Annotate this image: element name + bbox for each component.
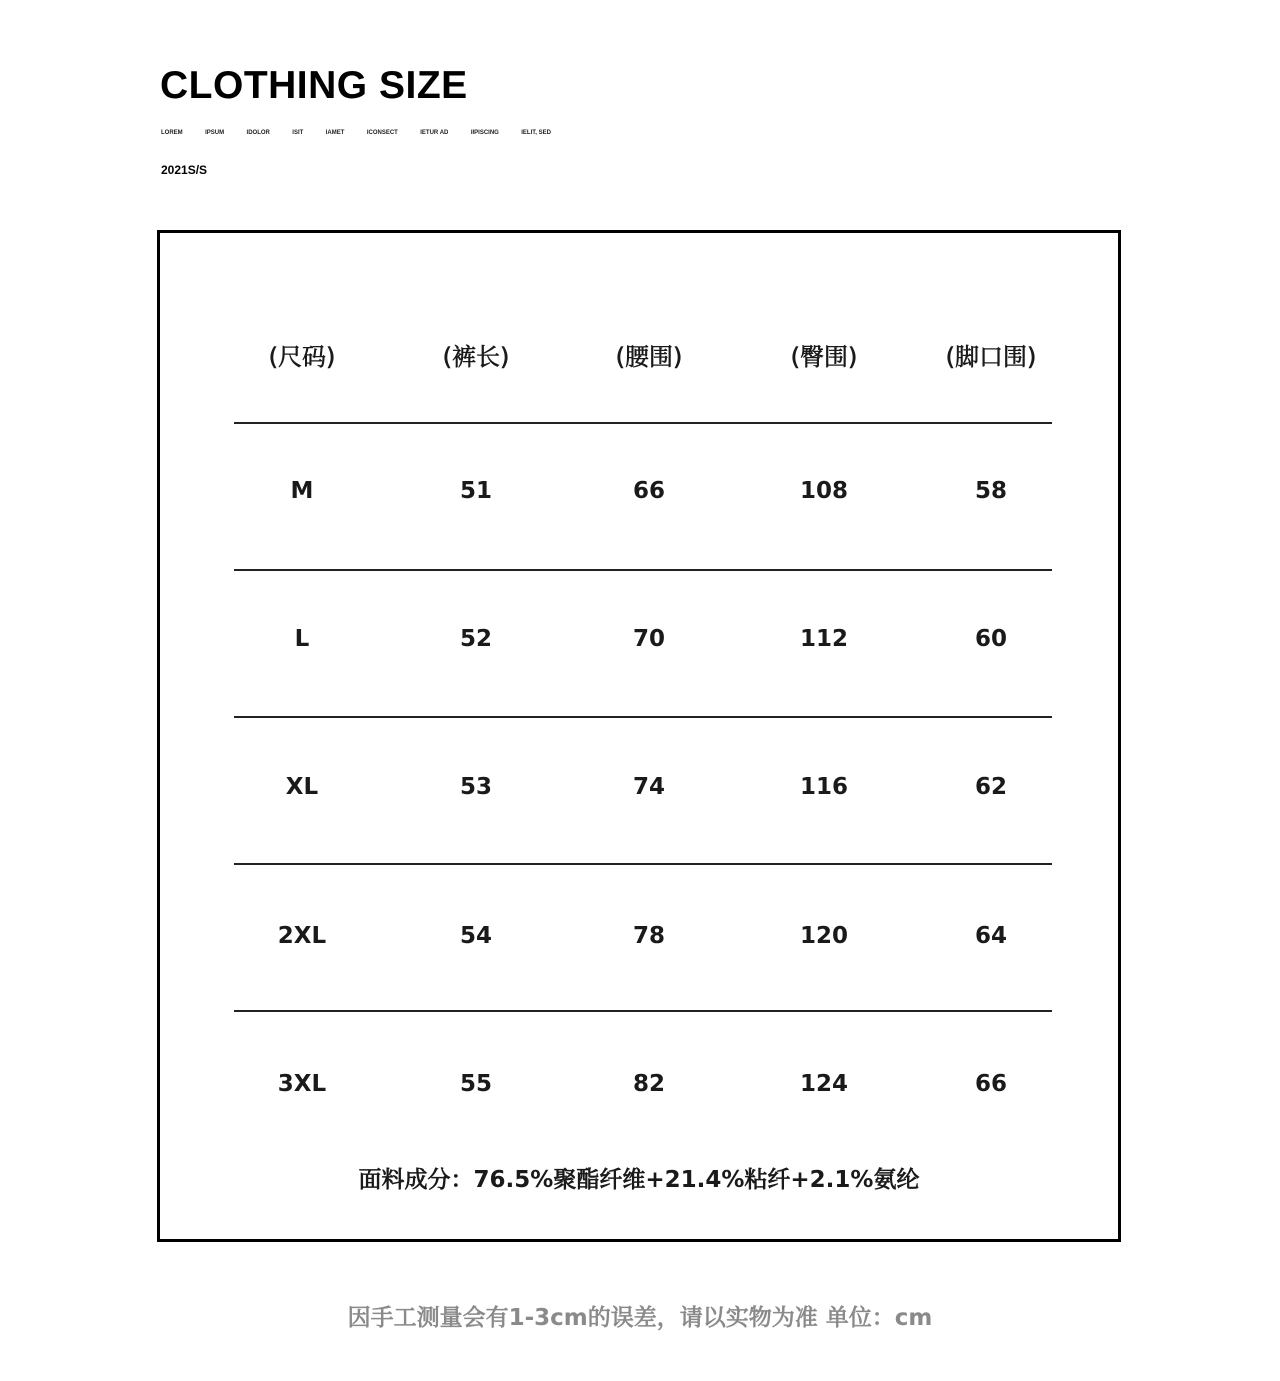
- row-divider: [234, 716, 1052, 718]
- cell-length: 52: [459, 626, 492, 652]
- cell-length: 54: [459, 923, 492, 949]
- cell-length: 53: [459, 774, 492, 800]
- cell-hip: 108: [799, 478, 848, 504]
- row-divider: [234, 863, 1052, 865]
- cell-hip: 116: [799, 774, 848, 800]
- cell-waist: 78: [632, 923, 665, 949]
- tagline-word: LOREM: [161, 130, 183, 136]
- cell-hem: 66: [974, 1071, 1007, 1097]
- tagline-word: IETUR AD: [420, 130, 449, 136]
- cell-size: 3XL: [277, 1071, 327, 1097]
- header-hem: (脚口围): [945, 343, 1037, 371]
- cell-hem: 62: [974, 774, 1007, 800]
- measurement-note: 因手工测量会有1-3cm的误差，请以实物为准 单位：cm: [347, 1305, 933, 1331]
- header-size: (尺码): [268, 343, 336, 371]
- tagline-word: IAMET: [325, 130, 345, 136]
- season-label: 2021S/S: [161, 163, 208, 177]
- cell-waist: 66: [632, 478, 665, 504]
- header-hip: (臀围): [790, 343, 858, 371]
- tagline-word: IIPISCING: [470, 130, 499, 136]
- cell-size: L: [294, 626, 310, 652]
- header-waist: (腰围): [615, 343, 683, 371]
- tagline-word: ISIT: [292, 130, 304, 136]
- fabric-composition: 面料成分：76.5%聚酯纤维+21.4%粘纤+2.1%氨纶: [358, 1167, 920, 1193]
- cell-hem: 58: [974, 478, 1007, 504]
- header-length: (裤长): [442, 343, 510, 371]
- row-divider: [234, 569, 1052, 571]
- tagline-word: IELIT, SED: [521, 130, 551, 136]
- cell-waist: 70: [632, 626, 665, 652]
- cell-length: 55: [459, 1071, 492, 1097]
- cell-hem: 64: [974, 923, 1007, 949]
- cell-length: 51: [459, 478, 492, 504]
- page-title: CLOTHING SIZE: [160, 64, 468, 107]
- tagline-word: IDOLOR: [246, 130, 270, 136]
- cell-size: M: [290, 478, 314, 504]
- row-divider: [234, 422, 1052, 424]
- cell-waist: 74: [632, 774, 665, 800]
- tagline-word: IPSUM: [205, 130, 225, 136]
- cell-size: 2XL: [277, 923, 327, 949]
- cell-size: XL: [285, 774, 319, 800]
- cell-waist: 82: [632, 1071, 665, 1097]
- cell-hem: 60: [974, 626, 1007, 652]
- row-divider: [234, 1010, 1052, 1012]
- cell-hip: 120: [799, 923, 848, 949]
- cell-hip: 124: [799, 1071, 848, 1097]
- tagline: [161, 130, 551, 136]
- size-chart-box: [157, 230, 1121, 1242]
- tagline-word: ICONSECT: [366, 130, 398, 136]
- cell-hip: 112: [799, 626, 848, 652]
